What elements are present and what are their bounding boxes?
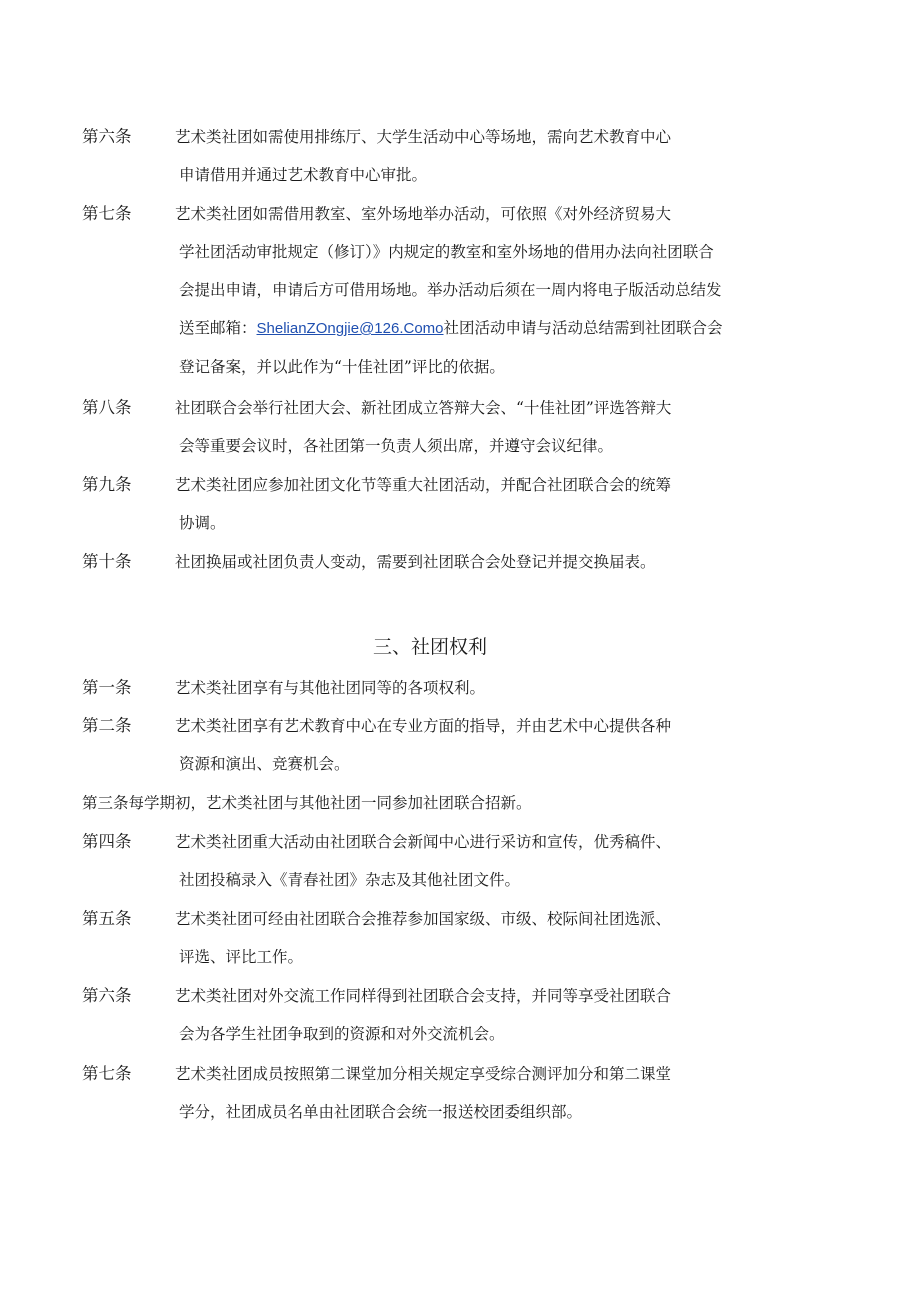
article-text: 艺术类社团如需借用教室、室外场地举办活动，可依照《对外经济贸易大 [175, 205, 672, 223]
email-line [175, 309, 723, 348]
article-label: 第四条 [82, 832, 132, 851]
article-text: 会提出申请，申请后方可借用场地。举办活动后须在一周内将电子版活动总结发 [179, 281, 722, 299]
article-text: 艺术类社团对外交流工作同样得到社团联合会支持，并同等享受社团联合 [175, 987, 672, 1005]
article-label: 第六条 [82, 986, 132, 1005]
article-7 [82, 195, 723, 386]
article-6 [82, 118, 671, 194]
article-text: 社团投稿录入《青春社团》杂志及其他社团文件。 [179, 871, 521, 889]
article-text: 协调。 [179, 514, 226, 532]
article-text: 评选、评比工作。 [179, 948, 304, 966]
article-text: 登记备案，并以此作为“十佳社团”评比的依据。 [179, 358, 505, 376]
article-text: 资源和演出、竞赛机会。 [179, 755, 350, 773]
article-8 [82, 389, 671, 465]
article-text: 学社团活动审批规定（修订）》内规定的教室和室外场地的借用办法向社团联合 [179, 243, 714, 261]
article-text: 艺术类社团应参加社团文化节等重大社团活动，并配合社团联合会的统筹 [175, 476, 672, 494]
article-9 [82, 466, 671, 542]
article-label: 第九条 [82, 475, 132, 494]
article-text: 艺术类社团享有与其他社团同等的各项权利。 [175, 679, 486, 697]
rights-article-4 [82, 823, 671, 899]
article-text: 会等重要会议时，各社团第一负责人须出席，并遵守会议纪律。 [179, 437, 614, 455]
article-label: 第二条 [82, 716, 132, 735]
rights-article-1 [82, 669, 485, 707]
article-label: 第七条 [82, 1064, 132, 1083]
article-label: 第六条 [82, 127, 132, 146]
article-label: 第八条 [82, 398, 132, 417]
article-10 [82, 543, 656, 581]
article-text: 艺术类社团成员按照第二课堂加分相关规定享受综合测评加分和第二课堂 [175, 1065, 672, 1083]
rights-article-7 [82, 1055, 671, 1131]
article-text: 社团换届或社团负责人变动，需要到社团联合会处登记并提交换届表。 [175, 553, 656, 571]
article-text: 社团联合会举行社团大会、新社团成立答辩大会、“十佳社团”评选答辩大 [175, 399, 672, 417]
article-text: 申请借用并通过艺术教育中心审批。 [179, 166, 428, 184]
article-text: 艺术类社团如需使用排练厅、大学生活动中心等场地，需向艺术教育中心 [175, 128, 672, 146]
email-prefix: 送至邮箱： [179, 319, 257, 337]
article-label: 第十条 [82, 552, 132, 571]
rights-article-3: 第三条每学期初，艺术类社团与其他社团一同参加社团联合招新。 [82, 794, 532, 812]
article-label: 第七条 [82, 204, 132, 223]
article-text: 学分，社团成员名单由社团联合会统一报送校团委组织部。 [179, 1103, 583, 1121]
article-text: 会为各学生社团争取到的资源和对外交流机会。 [179, 1025, 505, 1043]
section-heading: 三、社团权利 [372, 636, 487, 658]
rights-article-6 [82, 977, 671, 1053]
article-text: 艺术类社团重大活动由社团联合会新闻中心进行采访和宣传，优秀稿件、 [175, 833, 672, 851]
article-text: 艺术类社团可经由社团联合会推荐参加国家级、市级、校际间社团选派、 [175, 910, 672, 928]
rights-article-5 [82, 900, 671, 976]
email-link[interactable]: ShelianZOngjie@126.Como [256, 320, 444, 337]
rights-article-2 [82, 707, 671, 783]
article-text: 艺术类社团享有艺术教育中心在专业方面的指导，并由艺术中心提供各种 [175, 717, 672, 735]
email-suffix: 社团活动申请与活动总结需到社团联合会 [443, 319, 723, 337]
article-label: 第一条 [82, 678, 132, 697]
article-label: 第五条 [82, 909, 132, 928]
